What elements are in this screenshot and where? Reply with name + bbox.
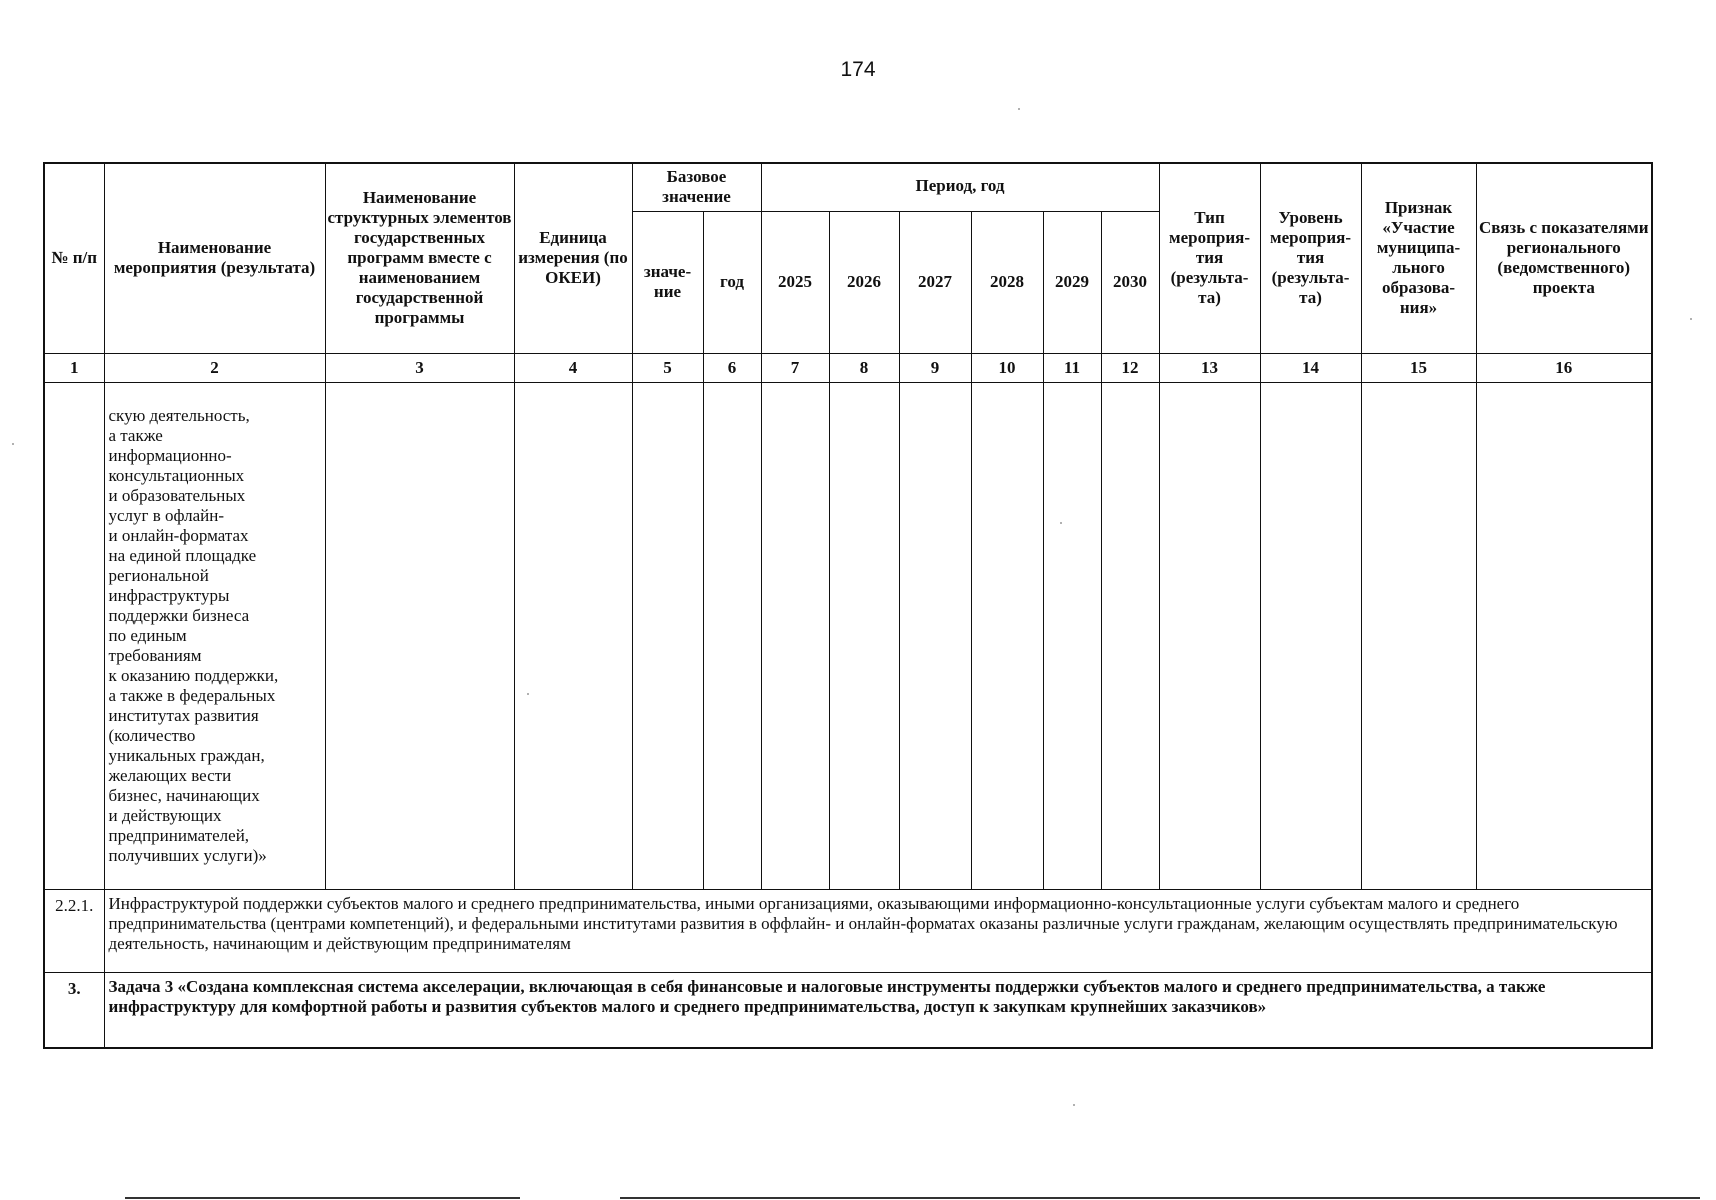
row-number: 3. bbox=[44, 972, 104, 1048]
scan-speck bbox=[12, 443, 14, 445]
activity-line: и образовательных bbox=[108, 485, 246, 505]
column-number: 7 bbox=[761, 353, 829, 382]
activity-line: и онлайн-форматах bbox=[108, 525, 249, 545]
empty-cell bbox=[761, 382, 829, 889]
activity-line: на единой площадке bbox=[108, 545, 257, 565]
empty-cell bbox=[971, 382, 1043, 889]
column-number: 1 bbox=[44, 353, 104, 382]
activity-line: предпринимателей, bbox=[108, 825, 250, 845]
table-row bbox=[44, 382, 1652, 889]
activity-line: услуг в офлайн- bbox=[108, 505, 225, 525]
activity-line: а также bbox=[108, 425, 163, 445]
header-base-value: Базовое значение bbox=[632, 163, 761, 211]
header-base-value-year: год bbox=[703, 211, 761, 353]
activity-line: региональной bbox=[108, 565, 209, 585]
scan-edge-line bbox=[125, 1197, 520, 1199]
scan-speck bbox=[1690, 318, 1692, 320]
empty-cell bbox=[1361, 382, 1476, 889]
column-number: 16 bbox=[1476, 353, 1652, 382]
empty-cell bbox=[1260, 382, 1361, 889]
header-year-2030: 2030 bbox=[1101, 211, 1159, 353]
column-number: 14 bbox=[1260, 353, 1361, 382]
header-activity-type: Тип мероприя-тия (результа-та) bbox=[1159, 163, 1260, 353]
activity-line: уникальных граждан, bbox=[108, 745, 265, 765]
column-number: 11 bbox=[1043, 353, 1101, 382]
activity-line: институтах развития bbox=[108, 705, 259, 725]
scan-speck bbox=[1060, 522, 1062, 524]
header-year-2026: 2026 bbox=[829, 211, 899, 353]
activity-line: по единым bbox=[108, 625, 187, 645]
scan-edge-line bbox=[620, 1197, 1700, 1199]
empty-cell bbox=[1101, 382, 1159, 889]
column-number: 5 bbox=[632, 353, 703, 382]
activity-line: а также в федеральных bbox=[108, 685, 276, 705]
header-unit: Единица измерения (по ОКЕИ) bbox=[514, 163, 632, 353]
header-year-2029: 2029 bbox=[1043, 211, 1101, 353]
activity-line: желающих вести bbox=[108, 765, 232, 785]
empty-cell bbox=[632, 382, 703, 889]
column-number: 3 bbox=[325, 353, 514, 382]
activity-num-cell bbox=[44, 382, 104, 889]
table-row bbox=[44, 972, 1652, 1048]
column-number: 6 bbox=[703, 353, 761, 382]
header-structural-elements: Наименование структурных элементов государственных программ вместе с наименованием государственной программы bbox=[325, 163, 514, 353]
header-year-2025: 2025 bbox=[761, 211, 829, 353]
activity-line: бизнес, начинающих bbox=[108, 785, 260, 805]
activity-line: поддержки бизнеса bbox=[108, 605, 250, 625]
activity-line: консультационных bbox=[108, 465, 245, 485]
page-number: 174 bbox=[840, 58, 876, 81]
activity-line: получивших услуги)» bbox=[108, 845, 267, 865]
activity-line: требованиям bbox=[108, 645, 202, 665]
scan-speck bbox=[1018, 108, 1020, 110]
activity-line: к оказанию поддержки, bbox=[108, 665, 279, 685]
column-number: 8 bbox=[829, 353, 899, 382]
column-number: 15 bbox=[1361, 353, 1476, 382]
header-activity-level: Уровень мероприя-тия (результа-та) bbox=[1260, 163, 1361, 353]
header-base-value-value: значе-ние bbox=[632, 211, 703, 353]
task-description: Задача 3 «Создана комплексная система акселерации, включающая в себя финансовые и налоговые инструменты поддержки субъектов малого и среднего предпринимательства, а также инфраструктуру для комфортной работы и развития субъектов малого и среднего предпринимательства, доступ к закупкам крупнейших заказчиков» bbox=[104, 972, 1652, 1048]
column-number: 12 bbox=[1101, 353, 1159, 382]
result-description: Инфраструктурой поддержки субъектов малого и среднего предпринимательства, иными организациями, оказывающими информационно-консультационные услуги субъектам малого и среднего предпринимательства (центрами компетенций), и федеральными институтами развития в оффлайн- и онлайн-форматах оказаны различные услуги гражданам, желающим осуществлять предпринимательскую деятельность, начинающим и действующим предпринимателям bbox=[104, 889, 1652, 972]
header-year-2028: 2028 bbox=[971, 211, 1043, 353]
row-number: 2.2.1. bbox=[44, 889, 104, 972]
column-number: 9 bbox=[899, 353, 971, 382]
activity-line: информационно- bbox=[108, 445, 232, 465]
activity-line: (количество bbox=[108, 725, 196, 745]
empty-cell bbox=[1043, 382, 1101, 889]
empty-cell bbox=[829, 382, 899, 889]
header-num: № п/п bbox=[44, 163, 104, 353]
header-year-2027: 2027 bbox=[899, 211, 971, 353]
activity-line: инфраструктуры bbox=[108, 585, 230, 605]
measures-table bbox=[43, 162, 1653, 1049]
activity-name-continued bbox=[104, 382, 325, 889]
header-municipal-sign: Признак «Участие муниципа-льного образова-ния» bbox=[1361, 163, 1476, 353]
header-activity-name: Наименование мероприятия (результата) bbox=[104, 163, 325, 353]
empty-cell bbox=[703, 382, 761, 889]
column-number: 13 bbox=[1159, 353, 1260, 382]
empty-cell bbox=[514, 382, 632, 889]
table-row bbox=[44, 889, 1652, 972]
empty-cell bbox=[1159, 382, 1260, 889]
empty-cell bbox=[325, 382, 514, 889]
activity-line: скую деятельность, bbox=[108, 405, 250, 425]
scan-speck bbox=[1073, 1104, 1075, 1106]
header-project-link: Связь с показателями регионального (ведомственного) проекта bbox=[1476, 163, 1652, 353]
activity-line: и действующих bbox=[108, 805, 222, 825]
column-number: 2 bbox=[104, 353, 325, 382]
column-number: 4 bbox=[514, 353, 632, 382]
column-number: 10 bbox=[971, 353, 1043, 382]
header-period: Период, год bbox=[761, 163, 1159, 211]
empty-cell bbox=[1476, 382, 1652, 889]
empty-cell bbox=[899, 382, 971, 889]
scan-speck bbox=[527, 693, 529, 695]
column-number-row bbox=[44, 353, 1652, 382]
